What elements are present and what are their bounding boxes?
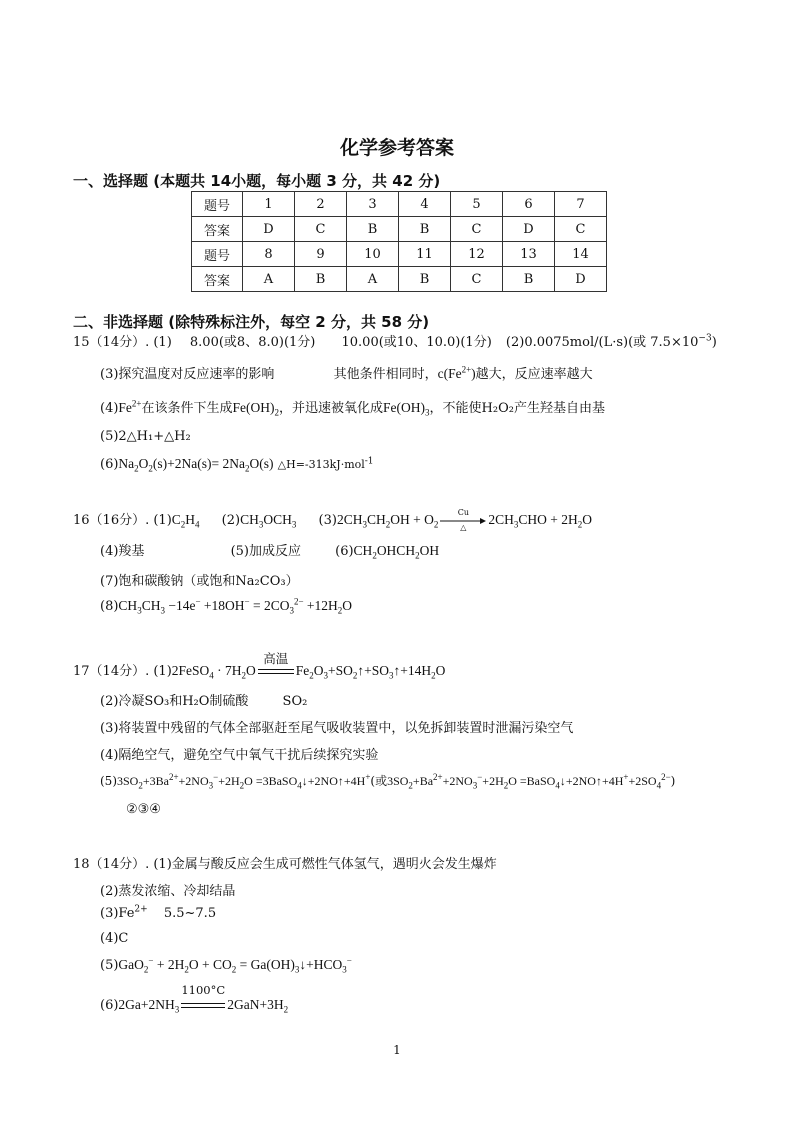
q17-line-5b: ②③④ <box>126 802 161 817</box>
q15-line-5: (5)2△H₁+△H₂ <box>100 429 191 444</box>
q17-line-5: $(5)3SO_2+3Ba^{2+}+2NO_3^-+2H_2O$ =3BaSO$_4$↓+2NO↑+4H+(或$3SO_2+Ba^{2+}+2NO_3^-+2H_2O$ $=BaSO_4↓+2NO↑+4H^++2SO_4^{2-}$) <box>100 772 676 791</box>
high-temp-condition: 高温 <box>258 664 294 679</box>
table-cell: 8 <box>243 242 295 267</box>
table-row-header: 答案 <box>192 267 243 292</box>
table-cell: B <box>399 217 451 242</box>
table-row <box>192 242 607 267</box>
table-cell: 13 <box>503 242 555 267</box>
q15-line-6: $(6)Na_2O_2(s)+2Na(s)= 2Na_2O(s)$ △H=-313kJ·mol$^{-1}$ <box>100 456 374 474</box>
q15-p2: (2)0.0075mol/(L·s)(或 $7.5\times 10^{-3}$) <box>505 333 717 350</box>
q15-p3b: 其他条件相同时， <box>333 367 438 382</box>
q17-line-1: 17（14分）. (1)2FeSO$_4$ · $7H_2O$ 高温 $Fe_2O_3+SO_2↑+SO_3↑+14H_2O$ <box>73 651 446 681</box>
q15-line-3 <box>100 363 593 382</box>
table-cell: 6 <box>503 192 555 217</box>
q16-line-4: $(8)CH_3CH_3 -14e^- +18OH^- = 2CO_3^{2-} +12H_2O$ <box>100 596 353 616</box>
q15-p1a: 8.00(或8、8.0)(1分) <box>189 335 316 350</box>
table-row <box>192 217 607 242</box>
q16-line-2: (4)羧基 (5)加成反应 $(6)CH_2OHCH_2OH$ <box>100 543 440 561</box>
table-cell: D <box>555 267 607 292</box>
table-cell: 5 <box>451 192 503 217</box>
table-cell: 9 <box>295 242 347 267</box>
table-row-header: 题号 <box>192 242 243 267</box>
q17-line-3: (3)将装置中残留的气体全部驱赶至尾气吸收装置中，以免拆卸装置时泄漏污染空气 <box>100 721 574 736</box>
q16-line-1: 16（16分）. $(1)C_2H_4$ $(2)CH_3OCH_3$ $(3)2CH_3CH_2OH + O_2$ Cu △ $2CH_3CHO + 2H_2O$ <box>73 507 592 532</box>
q18-line-3: $(3)Fe^{2+}$ 5.5~7.5 <box>100 904 217 921</box>
q18-line-2: (2)蒸发浓缩、冷却结晶 <box>100 884 236 899</box>
q18-line-1: 18（14分）. (1)金属与酸反应会生成可燃性气体氢气，遇明火会发生爆炸 <box>73 857 497 872</box>
table-cell: 1 <box>243 192 295 217</box>
table-cell: A <box>243 267 295 292</box>
table-cell: 10 <box>347 242 399 267</box>
table-row-header: 题号 <box>192 192 243 217</box>
page-title: 化学参考答案 <box>339 137 454 159</box>
table-row <box>192 267 607 292</box>
table-cell: D <box>503 217 555 242</box>
section-1-heading: 一、选择题 (本题共 14小题，每小题 3 分，共 42 分) <box>73 172 441 190</box>
table-cell: 3 <box>347 192 399 217</box>
temp-condition: 1100°C <box>181 998 225 1013</box>
table-cell: C <box>451 217 503 242</box>
q17-line-4: (4)隔绝空气，避免空气中氧气干扰后续探究实验 <box>100 748 379 763</box>
table-cell: C <box>451 267 503 292</box>
page-number: 1 <box>393 1043 401 1057</box>
q18-line-4: (4)C <box>100 931 129 946</box>
q18-line-6: $(6)2Ga+2NH_3$ 1100°C $2GaN+3H_2$ <box>100 983 289 1015</box>
table-cell: B <box>399 267 451 292</box>
q15-head: 15（14分）. (1) <box>73 335 172 350</box>
answer-table <box>191 191 607 292</box>
table-cell: C <box>555 217 607 242</box>
table-row <box>192 192 607 217</box>
table-cell: B <box>295 267 347 292</box>
table-cell: A <box>347 267 399 292</box>
table-cell: 2 <box>295 192 347 217</box>
q15-p1b: 10.00(或10、10.0)(1分) <box>341 335 492 350</box>
q18-line-5: $(5)GaO_2^- + 2H_2O + CO_2$ = $Ga(OH)_3↓+HCO_3^-$ <box>100 955 352 975</box>
table-cell: 14 <box>555 242 607 267</box>
table-cell: 12 <box>451 242 503 267</box>
q17-line-2: (2)冷凝SO₃和H₂O制硫酸 SO₂ <box>100 694 308 709</box>
table-cell: 7 <box>555 192 607 217</box>
q15-fe-conc: $c(Fe^{2+})$ <box>437 364 476 381</box>
q16-line-3: (7)饱和碳酸钠（或饱和Na₂CO₃） <box>100 574 299 589</box>
table-cell: B <box>347 217 399 242</box>
table-cell: 11 <box>399 242 451 267</box>
section-2-heading: 二、非选择题 (除特殊标注外，每空 2 分，共 58 分) <box>73 313 430 331</box>
q15-line-4: $(4)Fe^{2+}$在该条件下生成$Fe(OH)_2$，并迅速被氧化成$Fe(OH)_3$，不能使H₂O₂产生羟基自由基 <box>100 398 605 418</box>
table-row-header: 答案 <box>192 217 243 242</box>
reaction-arrow: Cu △ <box>440 514 486 528</box>
table-cell: B <box>503 267 555 292</box>
table-cell: D <box>243 217 295 242</box>
q15-p3c: 越大，反应速率越大 <box>475 367 593 382</box>
table-cell: C <box>295 217 347 242</box>
q15-line-1 <box>73 331 717 350</box>
q15-p3a: (3)探究温度对反应速率的影响 <box>100 367 275 382</box>
table-cell: 4 <box>399 192 451 217</box>
